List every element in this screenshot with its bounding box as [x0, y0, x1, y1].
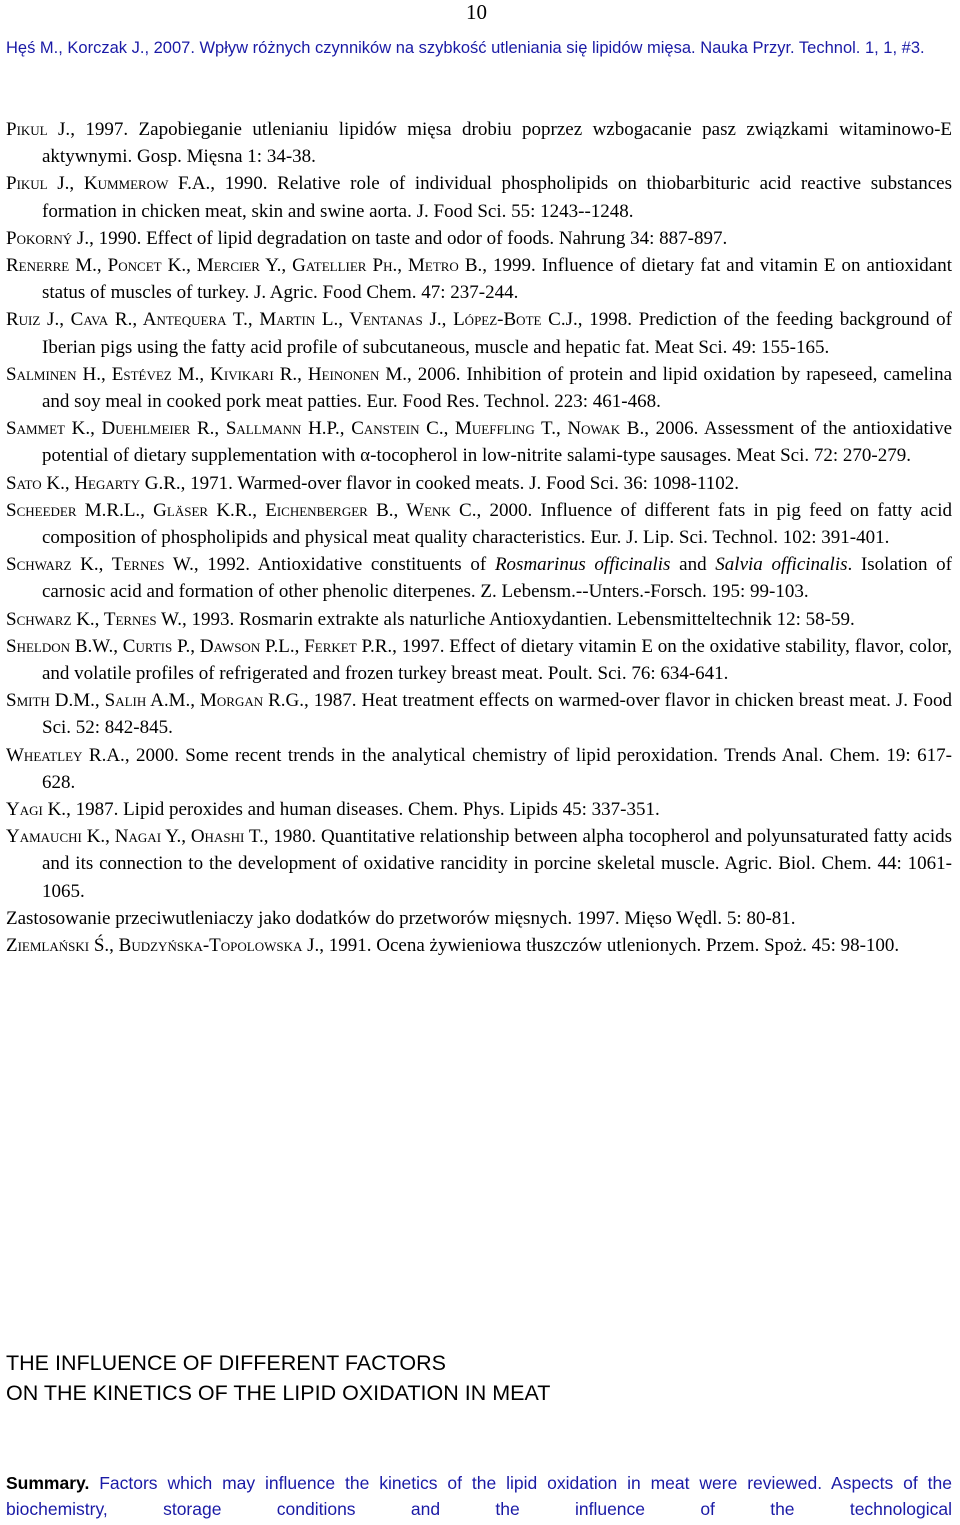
- reference-authors: Schwarz K., Ternes W.: [6, 608, 182, 630]
- reference-details: , 1990. Relative role of individual phospholipids on thiobarbituric acid reactive substances formation in chicken meat, skin and swine aorta. J. Food Sci. 55: 1243--1248.: [42, 173, 952, 222]
- reference-authors: Scheeder M.R.L., Gläser K.R., Eichenberger B., Wenk C.: [6, 499, 477, 521]
- reference-item: [6, 361, 952, 415]
- reference-details: , 2006. Inhibition of protein and lipid oxidation by rapeseed, camelina and soy meal in cooked pork meat patties. Eur. Food Res. Technol. 223: 461-468.: [42, 363, 952, 413]
- reference-item: [6, 116, 952, 170]
- header-citation: Hęś M., Korczak J., 2007. Wpływ różnych czynników na szybkość utleniania się lipidów mięsa. Nauka Przyr. Technol. 1, 1, #3.: [6, 39, 925, 57]
- reference-item: [6, 252, 952, 306]
- reference-details: , 1990. Effect of lipid degradation on taste and odor of foods. Nahrung 34: 887-897.: [89, 227, 728, 249]
- reference-species-name: Rosmarinus officinalis: [494, 554, 671, 576]
- english-title: [6, 1348, 550, 1408]
- reference-details: , 2000. Some recent trends in the analytical chemistry of lipid peroxidation. Trends Anal. Chem. 19: 617-628.: [42, 744, 952, 793]
- reference-authors: Ruiz J., Cava R., Antequera T., Martin L., Ventanas J., López-Bote C.J.: [6, 309, 578, 331]
- reference-authors: Schwarz K., Ternes W.: [6, 554, 194, 576]
- reference-authors: Pokorný J.: [6, 227, 90, 249]
- page-number: 10: [466, 0, 487, 24]
- summary-paragraph: [6, 1470, 952, 1522]
- reference-item: [6, 687, 952, 741]
- reference-species-name: Salvia officinalis: [715, 554, 848, 576]
- reference-details: , 1980. Quantitative relationship between alpha tocopherol and polyunsaturated fatty acids and its connection to the development of oxidative rancidity in porcine skeletal muscle. Agric. Biol. Chem. 44: 1061-1065.: [42, 826, 952, 902]
- reference-details: , 1997. Zapobieganie utlenianiu lipidów mięsa drobiu poprzez wzbogacanie pasz związkami witaminowo-E aktywnymi. Gosp. Mięsna 1: 34-38.: [42, 119, 952, 168]
- summary-label: Summary.: [6, 1473, 90, 1493]
- reference-item: [6, 306, 952, 360]
- reference-authors: Yamauchi K., Nagai Y., Ohashi T.: [6, 826, 264, 848]
- reference-details: , 1998. Prediction of the feeding background of Iberian pigs using the fatty acid profile of subcutaneous, muscle and hepatic fat. Meat Sci. 49: 155-165.: [42, 309, 952, 358]
- reference-item: [6, 796, 952, 823]
- reference-item: [6, 470, 952, 497]
- reference-details: and: [670, 554, 716, 576]
- reference-item: [6, 415, 952, 469]
- summary-text: Factors which may influence the kinetics of the lipid oxidation in meat were reviewed. Aspects of the biochemistry, storage conditions and the influence of the technological: [6, 1473, 952, 1519]
- reference-details: , 2000. Influence of different fats in pig feed on fatty acid composition of phospholipids and physical meat quality characteristics. Eur. J. Lip. Sci. Technol. 102: 391-401.: [42, 499, 952, 549]
- reference-authors: Wheatley R.A.: [6, 744, 125, 766]
- reference-details: , 1987. Lipid peroxides and human diseases. Chem. Phys. Lipids 45: 337-351.: [66, 799, 660, 821]
- reference-details: , 1992. Antioxidative constituents of: [193, 554, 495, 576]
- reference-authors: Sammet K., Duehlmeier R., Sallmann H.P., Canstein C., Mueffling T., Nowak B.: [6, 418, 645, 440]
- reference-authors: Smith D.M., Salih A.M., Morgan R.G.: [6, 690, 305, 712]
- reference-list: [6, 116, 952, 959]
- reference-item: [6, 551, 952, 605]
- reference-item: [6, 823, 952, 905]
- reference-authors: Ziemlański Ś., Budzyńska-Topolowska J.: [6, 935, 320, 957]
- reference-item: [6, 606, 952, 633]
- reference-authors: Renerre M., Poncet K., Mercier Y., Gatellier Ph., Metro B.: [6, 255, 483, 277]
- reference-details: Zastosowanie przeciwutleniaczy jako dodatków do przetworów mięsnych. 1997. Mięso Wędl. 5: 80-81.: [6, 907, 796, 929]
- reference-details: , 1993. Rosmarin extrakte als naturliche Antioxydantien. Lebensmitteltechnik 12: 58-59.: [181, 608, 855, 630]
- reference-authors: Salminen H., Estévez M., Kivikari R., Heinonen M.: [6, 363, 408, 385]
- reference-item: [6, 170, 952, 224]
- reference-details: , 1987. Heat treatment effects on warmed-over flavor in chicken breast meat. J. Food Sci. 52: 842-845.: [42, 690, 952, 739]
- reference-details: . Isolation of carnosic acid and formation of other phenolic diterpenes. Z. Lebensm.--Unters.-Forsch. 195: 99-103.: [42, 554, 952, 603]
- title-line: THE INFLUENCE OF DIFFERENT FACTORS: [6, 1351, 446, 1375]
- reference-item: [6, 932, 952, 959]
- reference-authors: Sato K., Hegarty G.R.: [6, 472, 181, 494]
- reference-details: , 1999. Influence of dietary fat and vitamin E on antioxidant status of muscles of turkey. J. Agric. Food Chem. 47: 237-244.: [42, 255, 952, 304]
- reference-item: [6, 742, 952, 796]
- reference-item: [6, 905, 952, 932]
- reference-item: [6, 225, 952, 252]
- reference-authors: Sheldon B.W., Curtis P., Dawson P.L., Ferket P.R.: [6, 635, 393, 657]
- reference-details: , 1991. Ocena żywieniowa tłuszczów utlenionych. Przem. Spoż. 45: 98-100.: [319, 935, 900, 957]
- reference-item: [6, 497, 952, 551]
- reference-item: [6, 633, 952, 687]
- reference-details: , 1971. Warmed-over flavor in cooked meats. J. Food Sci. 36: 1098-1102.: [180, 472, 739, 494]
- reference-details: , 2006. Assessment of the antioxidative potential of dietary supplementation with α-tocopherol in low-nitrite salami-type sausages. Meat Sci. 72: 270-279.: [42, 418, 952, 467]
- title-line: ON THE KINETICS OF THE LIPID OXIDATION IN MEAT: [6, 1381, 551, 1405]
- reference-details: , 1997. Effect of dietary vitamin E on the oxidative stability, flavor, color, and volatile profiles of refrigerated and frozen turkey breast meat. Poult. Sci. 76: 634-641.: [42, 635, 952, 685]
- reference-authors: Yagi K.: [6, 799, 67, 821]
- reference-authors: Pikul J.: [6, 119, 71, 140]
- reference-authors: Pikul J., Kummerow F.A.: [6, 173, 211, 195]
